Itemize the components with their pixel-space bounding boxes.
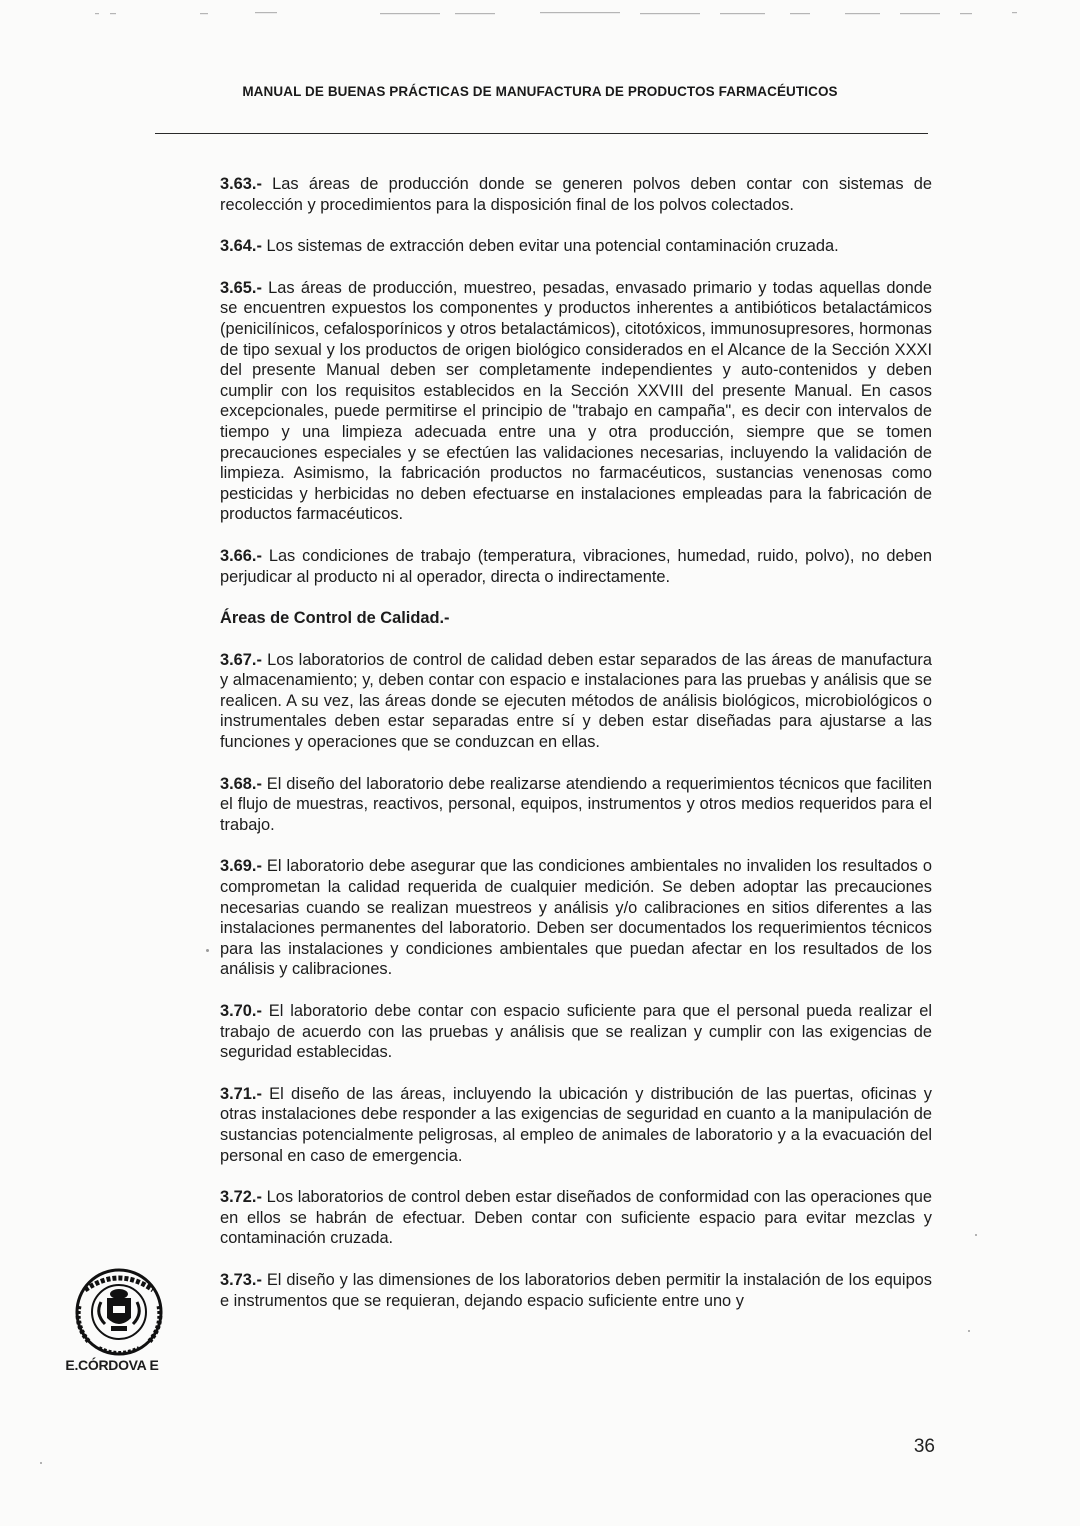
- paragraph-text: El diseño de las áreas, incluyendo la ubicación y distribución de las puertas, oficinas y otras instalaciones debe responder a las exigencias de seguridad en cuanto a la manipulación de sustancias potencialmente peligrosas, al empleo de animales de laboratorio y a la evacuación del personal en caso de emergencia.: [220, 1084, 932, 1165]
- page-header: MANUAL DE BUENAS PRÁCTICAS DE MANUFACTURA DE PRODUCTOS FARMACÉUTICOS: [242, 84, 838, 99]
- paragraph: [220, 856, 932, 980]
- paragraph-number: 3.72.-: [220, 1188, 262, 1207]
- paragraph-text: Las áreas de producción donde se generen polvos deben contar con sistemas de recolección y procedimientos para la disposición final de los polvos colectados.: [220, 175, 932, 214]
- paragraph-text: El diseño y las dimensiones de los laboratorios deben permitir la instalación de los equipos e instrumentos que se requieran, dejando espacio suficiente entre uno y: [220, 1270, 932, 1310]
- paragraph-text: El diseño del laboratorio debe realizarse atendiendo a requerimientos técnicos que faciliten el flujo de muestras, reactivos, personal, equipos, instrumentos y otros medios requeridos para el trabajo.: [220, 774, 932, 834]
- paragraph: [220, 546, 932, 587]
- paragraph-number: 3.71.-: [220, 1084, 262, 1103]
- scan-speck: [975, 1234, 977, 1236]
- official-seal: [55, 1268, 183, 1356]
- paragraph: [220, 278, 932, 525]
- paragraph: [220, 1270, 932, 1311]
- paragraph: [220, 1084, 932, 1166]
- paragraph-number: 3.63.-: [220, 175, 262, 193]
- scan-noise-marks: [0, 0, 1080, 20]
- scan-speck: [968, 1330, 970, 1332]
- paragraph-text: Los sistemas de extracción deben evitar una potencial contaminación cruzada.: [261, 237, 839, 256]
- section-heading: Áreas de Control de Calidad.-: [220, 609, 450, 628]
- paragraph: [220, 650, 932, 753]
- paragraph: [220, 774, 932, 836]
- seal-emblem-icon: [77, 1270, 161, 1354]
- paragraph-number: 3.67.-: [220, 650, 262, 669]
- paragraph-text: El laboratorio debe contar con espacio suficiente para que el personal pueda realizar el trabajo de acuerdo con las pruebas y análisis que se realizan y cumplir con las exigencias de seguridad establecidas.: [220, 1002, 932, 1062]
- paragraph-text: Los laboratorios de control de calidad deben estar separados de las áreas de manufactura y almacenamiento; y, deben contar con espacio e instalaciones para las pruebas y análisis que se realicen. A su vez, las áreas donde se ejecuten métodos de análisis biológicos, microbiológicos o instrumentales deben estar separadas entre sí y deben estar diseñadas para ajustarse a las funciones y operaciones que se conduzcan en ellas.: [220, 650, 932, 752]
- paragraph-number: 3.69.-: [220, 857, 262, 876]
- paragraph: [220, 236, 932, 257]
- paragraph-text: Las condiciones de trabajo (temperatura, vibraciones, humedad, ruido, polvo), no deben perjudicar al producto ni al operador, directa o indirectamente.: [220, 546, 932, 586]
- page-number: 36: [913, 1436, 935, 1457]
- paragraph-number: 3.65.-: [220, 278, 262, 297]
- scan-noise: [0, 0, 1080, 20]
- paragraph: [220, 1001, 932, 1063]
- paragraph-text: Las áreas de producción, muestreo, pesadas, envasado primario y todas aquellas donde se encuentren expuestos los componentes y productos inherentes a antibióticos betalactámicos (penicilínicos, cefalosporínicos y otros betalactámicos), citotóxicos, immunosupresores, hormonas de tipo sexual y los productos de origen biológico considerados en el Alcance de la Sección XXXI del presente Manual deben ser completamente independientes y auto-contenidos y deben cumplir con los requisitos establecidos en la Sección XXVIII del presente Manual. En casos excepcionales, puede permitirse el principio de "trabajo en campaña", es decir con intervalos de tiempo y una limpieza adecuada entre una y otra producción, siempre que se tomen precauciones especiales y se efectúen las validaciones necesarias, incluyendo la validación de limpieza. Asimismo, la fabricación productos no farmacéuticos, sustancias venenosas como pesticidas y herbicidas no deben efectuarse en instalaciones empleadas para la fabricación de productos farmacéuticos.: [220, 278, 932, 524]
- paragraph-number: 3.66.-: [220, 546, 262, 565]
- paragraph: [220, 174, 932, 215]
- paragraph: [220, 1187, 932, 1249]
- document-body: [220, 174, 932, 1332]
- scan-speck: [40, 1462, 42, 1464]
- paragraph-number: 3.73.-: [220, 1270, 262, 1289]
- paragraph-number: 3.64.-: [220, 237, 262, 256]
- header-divider: [155, 133, 928, 134]
- scan-speck: [206, 949, 209, 952]
- stamp-name: E.CÓRDOVA E: [65, 1357, 159, 1373]
- paragraph-text: Los laboratorios de control deben estar diseñados de conformidad con las operaciones que en ellos se habrán de efectuar. Deben contar con suficiente espacio para evitar mezclas y contaminación cruzada.: [220, 1188, 932, 1248]
- paragraph-text: El laboratorio debe asegurar que las condiciones ambientales no invaliden los resultados o comprometan la calidad requerida de cualquier medición. Se deben adoptar las precauciones necesarias cuando se realizan muestreos y análisis y/o calibraciones en sitios diferentes a las instalaciones permanentes del laboratorio. Deben ser documentados los requerimientos técnicos para las instalaciones y condiciones ambientales que puedan afectar en los resultados de los análisis y calibraciones.: [220, 857, 932, 979]
- paragraph-number: 3.68.-: [220, 774, 262, 793]
- paragraph-number: 3.70.-: [220, 1002, 262, 1020]
